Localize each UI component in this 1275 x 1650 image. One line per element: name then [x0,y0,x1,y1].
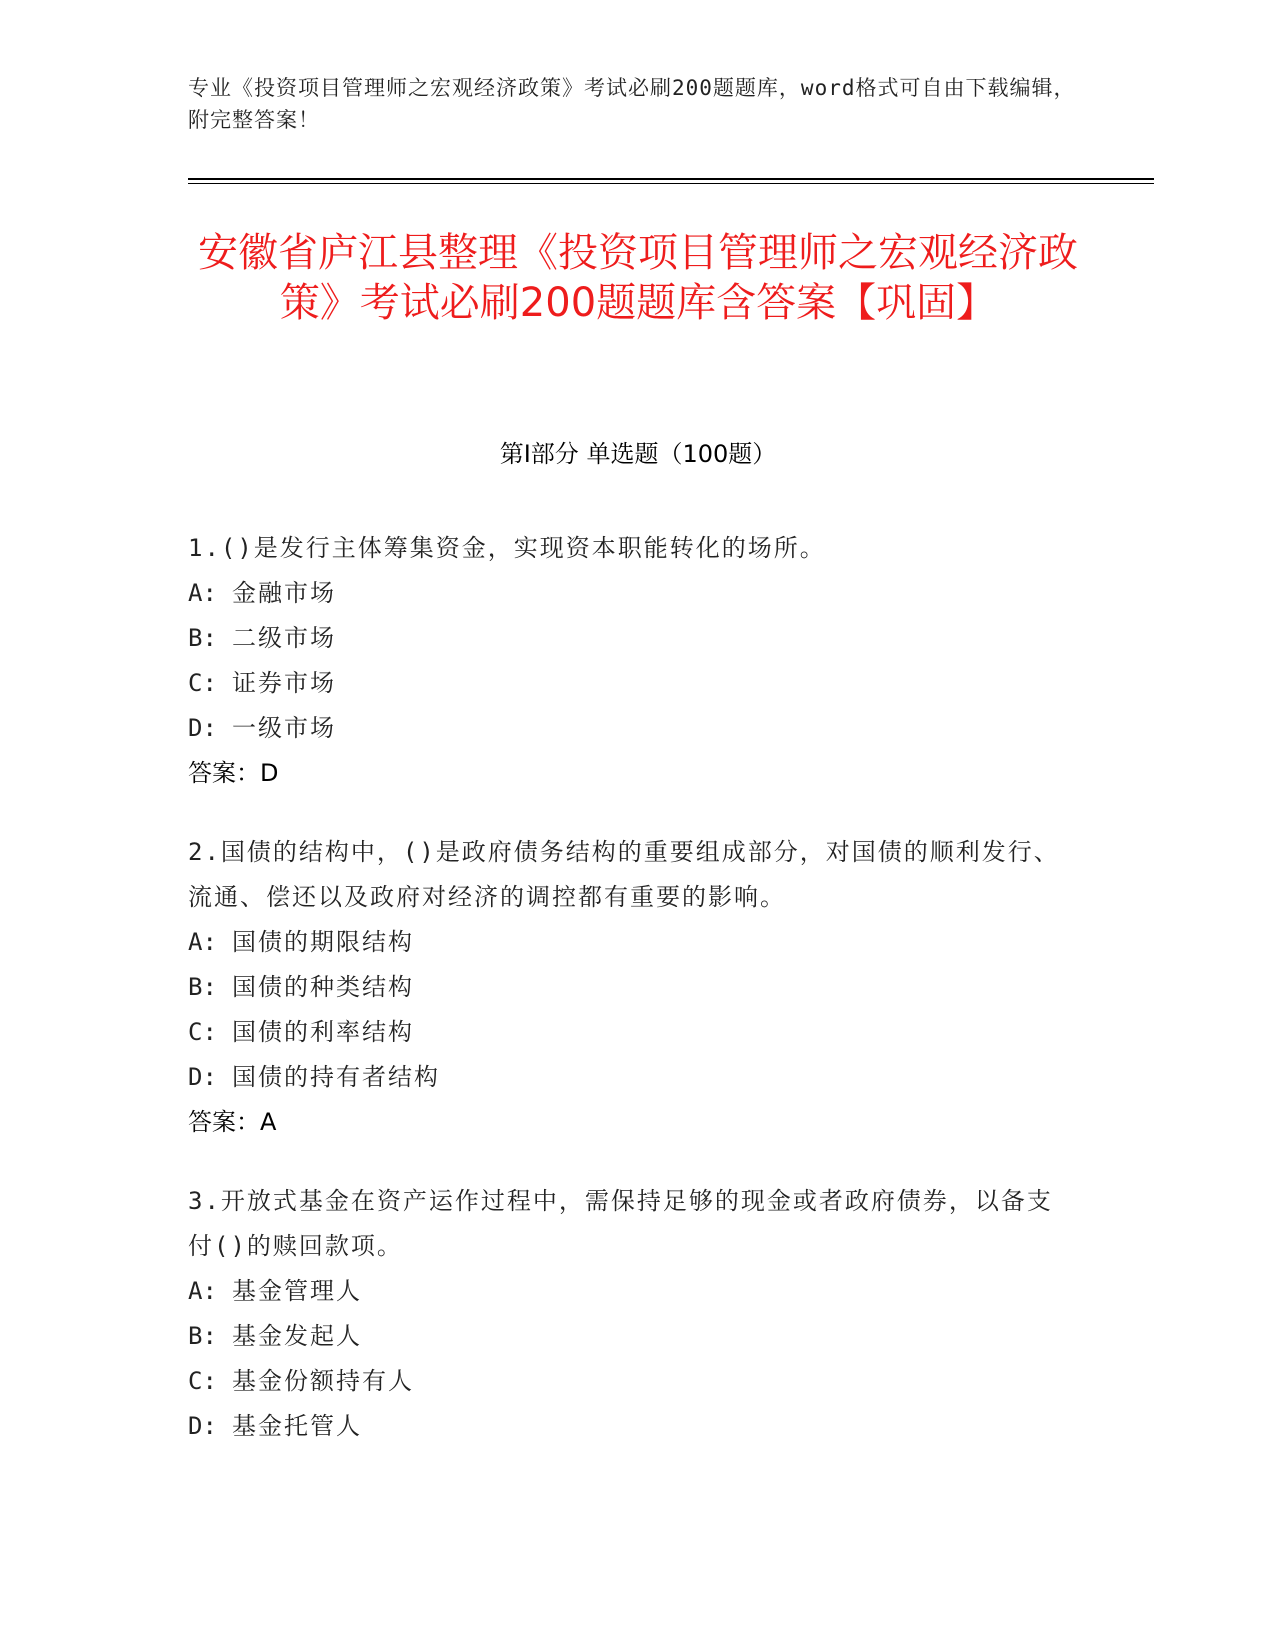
option-letter: B: [188,1322,217,1350]
option-d [188,1055,1078,1100]
question-stem: 3.开放式基金在资产运作过程中，需保持足够的现金或者政府债券，以备支付()的赎回款项。 [188,1187,1053,1260]
option-letter: B: [188,973,217,1001]
option-text: 一级市场 [232,714,336,742]
question-3 [188,1179,1078,1449]
option-text: 国债的种类结构 [232,973,414,1001]
option-text: 基金发起人 [232,1322,362,1350]
document-title: 安徽省庐江县整理《投资项目管理师之宏观经济政策》考试必刷200题题库含答案【巩固】 [198,230,1078,326]
question-stem: 1.()是发行主体筹集资金，实现资本职能转化的场所。 [188,534,826,562]
section-heading: 第Ⅰ部分 单选题（100题） [499,440,777,468]
option-d [188,1404,1078,1449]
answer-line: 答案：D [188,759,279,787]
header-divider-thin [188,183,1154,184]
option-letter: C: [188,669,217,697]
option-letter: C: [188,1367,217,1395]
option-text: 国债的期限结构 [232,928,414,956]
option-letter: D: [188,1412,217,1440]
option-b [188,965,1078,1010]
option-letter: D: [188,714,217,742]
option-text: 基金份额持有人 [232,1367,414,1395]
option-b [188,1314,1078,1359]
question-list [188,526,1078,1483]
option-c [188,661,1078,706]
option-letter: A: [188,928,217,956]
option-a [188,571,1078,616]
question-1 [188,526,1078,796]
option-letter: A: [188,1277,217,1305]
option-letter: A: [188,579,217,607]
option-text: 基金管理人 [232,1277,362,1305]
answer-line: 答案：A [188,1108,277,1136]
header-divider-thick [188,178,1154,180]
option-c [188,1359,1078,1404]
option-text: 国债的利率结构 [232,1018,414,1046]
option-text: 二级市场 [232,624,336,652]
option-letter: B: [188,624,217,652]
option-a [188,920,1078,965]
question-stem: 2.国债的结构中，()是政府债务结构的重要组成部分，对国债的顺利发行、流通、偿还以及政府对经济的调控都有重要的影响。 [188,838,1060,911]
option-d [188,706,1078,751]
option-letter: D: [188,1063,217,1091]
header-note: 专业《投资项目管理师之宏观经济政策》考试必刷200题题库，word格式可自由下载编辑，附完整答案！ [188,76,1076,132]
option-text: 金融市场 [232,579,336,607]
option-text: 基金托管人 [232,1412,362,1440]
option-text: 证券市场 [232,669,336,697]
option-letter: C: [188,1018,217,1046]
option-text: 国债的持有者结构 [232,1063,440,1091]
question-2 [188,830,1078,1145]
option-b [188,616,1078,661]
option-a [188,1269,1078,1314]
option-c [188,1010,1078,1055]
